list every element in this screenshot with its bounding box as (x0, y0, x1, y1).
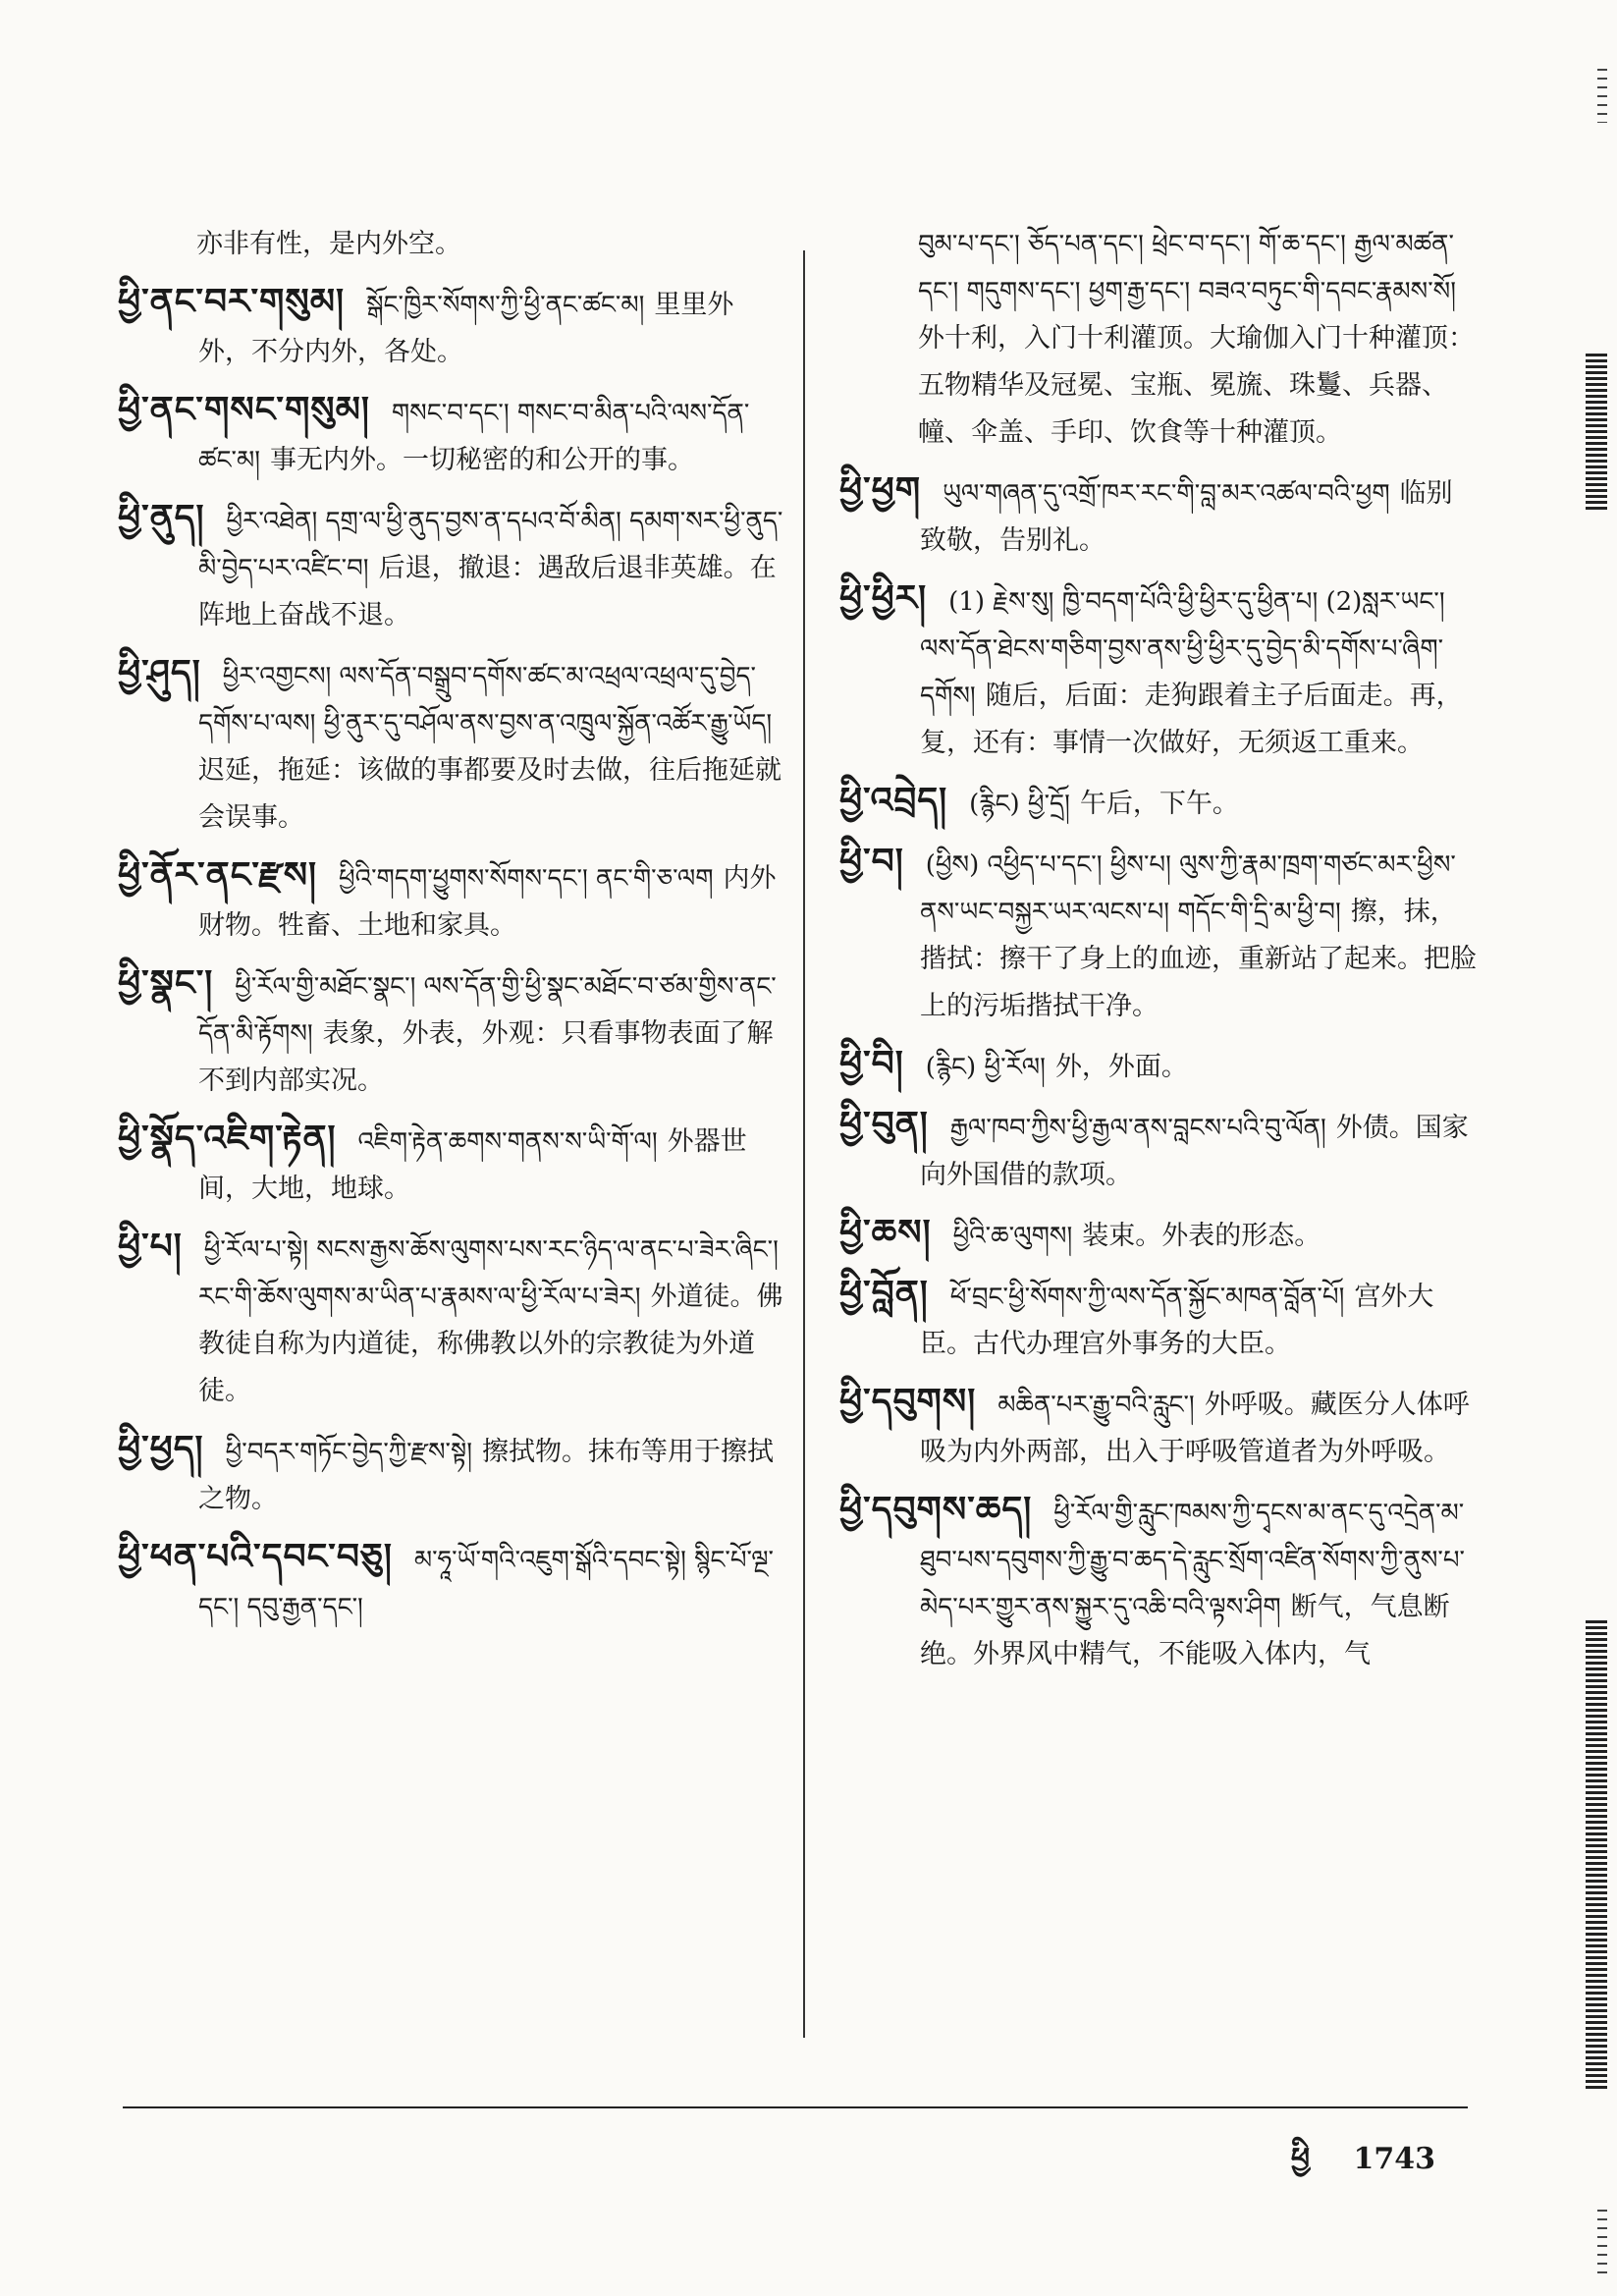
entry-chinese-definition: 外十利，入门十利灌顶。大瑜伽入门十种灌顶：五物精华及冠冕、宝瓶、冕旒、珠鬘、兵器、幢、伞盖、手印、饮食等十种灌顶。 (918, 323, 1475, 448)
page-number: 1743 (1353, 2142, 1435, 2176)
entry-headword: ཕྱི་བ། (839, 841, 904, 882)
entry-headword: ཕྱི་བློན། (839, 1273, 929, 1314)
entry-headword: ཕྱི་ནོར་ནང་རྫས། (118, 854, 318, 896)
entry-tibetan-definition: ཕྱི་བདར་གཏོང་བྱེད་ཀྱི་རྫས་སྟེ། (225, 1438, 473, 1467)
entry-headword: ཕྱི་ནུད། (118, 497, 205, 538)
entry-tibetan-definition: ཕྱིར་འགྱངས། ལས་དོན་བསྒྲུབ་དགོས་ཚང་མ་འཕྲལ་འཕྲལ་དུ་བྱེད་དགོས་པ་ལས། ཕྱི་ནུར་དུ་བཤོལ་ནས་བྱས་ན་འཁྲུལ་སྐྱོན་འཚོར་རྒྱུ་ཡོད། (198, 662, 773, 738)
dictionary-entry (839, 1209, 1478, 1260)
binding-edge (1586, 354, 1607, 511)
dictionary-entry (118, 278, 785, 376)
entry-tibetan-definition: ཕྱིར་འཐེན། དགྲ་ལ་ཕྱི་ནུད་བྱས་ན་དཔའ་བོ་མིན། དམག་སར་ཕྱི་ནུད་མི་བྱེད་པར་འཛིང་བ། (198, 507, 783, 583)
entry-headword: ཕྱི་འབྲེད། (839, 780, 948, 821)
entry-tibetan-definition: ཕོ་བྲང་ཕྱི་སོགས་ཀྱི་ལས་དོན་སྐྱོང་མཁན་བློན་པོ། (949, 1283, 1345, 1312)
binding-edge (1597, 69, 1607, 123)
column-divider (803, 250, 805, 2038)
entry-chinese-definition: 内外财物。牲畜、土地和家具。 (198, 863, 777, 941)
entry-chinese-definition: 表象，外表，外观：只看事物表面了解不到内部实况。 (198, 1018, 774, 1096)
entry-tibetan-definition: ཕྱི་རོལ་གྱི་རླུང་ཁམས་ཀྱི་དྭངས་མ་ནང་དུ་འདྲེན་མ་ཐུབ་པས་དབུགས་ཀྱི་རྒྱུ་བ་ཆད་དེ་རླུང་སྲོག་འཛིན་སོགས་ཀྱི་ནུས་པ་མེད་པར་གྱུར་ནས་སྐྱུར་དུ་འཆི་བའི་ལྟས་ཤིག (920, 1499, 1465, 1622)
entry-headword: ཕྱི་ཕན་པའི་དབང་བཅུ། (118, 1536, 393, 1577)
entry-headword: ཕྱི་སྣང་། (118, 962, 214, 1004)
entry-chinese-definition: 擦，抹，揩拭：擦干了身上的血迹，重新站了起来。把脸上的污垢揩拭干净。 (920, 897, 1477, 1021)
entry-chinese-definition: 外债。国家向外国借的款项。 (920, 1113, 1469, 1190)
entry-chinese-definition: 里里外外，不分内外，各处。 (198, 290, 734, 367)
dictionary-entry (839, 1101, 1478, 1199)
entry-tibetan-definition: རྒྱལ་ཁབ་ཀྱིས་ཕྱི་རྒྱལ་ནས་བླངས་པའི་བུ་ལོན། (949, 1114, 1326, 1143)
entry-headword: ཕྱི་ཤུད། (118, 652, 201, 693)
entry-headword: ཕྱི་ཆས། (839, 1212, 932, 1253)
entry-tibetan-definition: (རྙིང) ཕྱི་རོལ། (925, 1053, 1046, 1082)
entry-chinese-definition: 后退，撤退：遇敌后退非英雄。在阵地上奋战不退。 (198, 553, 777, 630)
entry-chinese-definition: 外器世间，大地，地球。 (198, 1126, 747, 1204)
entry-tibetan-definition: མཆིན་པར་རྒྱུ་བའི་རླུང་། (997, 1391, 1195, 1420)
dictionary-entry (118, 1533, 785, 1631)
entry-tibetan-definition: ཡུལ་གཞན་དུ་འགྲོ་ཁར་རང་གི་བླ་མར་འཚལ་བའི་ཕྱག (943, 479, 1390, 509)
page-footer (1258, 2126, 1435, 2209)
entry-headword: ཕྱི་ཕྱག (839, 469, 922, 511)
entry-tibetan-definition: བུམ་པ་དང་། ཅོད་པན་དང་། ཕྲེང་བ་དང་། གོ་ཆ་དང་། རྒྱལ་མཚན་དང་། གདུགས་དང་། ཕྱག་རྒྱ་དང་། བཟའ་བཏུང་གི་དབང་རྣམས་སོ། (918, 230, 1456, 306)
entry-headword: ཕྱི་ནང་བར་གསུམ། (118, 281, 345, 322)
entry-tibetan-definition: ཕྱི་རོལ་གྱི་མཐོང་སྣང་། ལས་དོན་གྱི་ཕྱི་སྣང་མཐོང་བ་ཙམ་གྱིས་ནང་དོན་མི་རྟོགས། (198, 972, 777, 1049)
entry-tibetan-definition: (རྙིང) ཕྱི་དྲོ། (969, 790, 1070, 819)
dictionary-entry (118, 959, 785, 1105)
bottom-rule (123, 2106, 1468, 2108)
entry-chinese-definition: 擦拭物。抹布等用于擦拭之物。 (198, 1437, 775, 1514)
entry-chinese-definition: 随后，后面：走狗跟着主子后面走。再，复，还有：事情一次做好，无须返工重来。 (920, 681, 1463, 758)
entry-tibetan-definition: སྒོང་ཁྱིར་སོགས་ཀྱི་ཕྱི་ནང་ཚང་མ། (365, 291, 645, 320)
dictionary-entry (839, 1378, 1478, 1476)
dictionary-entry (839, 777, 1478, 828)
entry-chinese-definition: 外道徒。佛教徒自称为内道徒，称佛教以外的宗教徒为外道徒。 (198, 1282, 783, 1406)
binding-edge (1586, 1620, 1607, 2092)
entry-tibetan-definition: འཇིག་རྟེན་ཆགས་གནས་ས་ཡི་གོ་ལ། (357, 1127, 658, 1157)
entry-headword: ཕྱི་ཕྱད། (118, 1428, 204, 1469)
entry-tibetan-definition: (1) རྗེས་སུ། ཁྱི་བདག་པོའི་ཕྱི་ཕྱིར་དུ་ཕྱིན་པ། (2)སླར་ཡང་། ལས་དོན་ཐེངས་གཅིག་བྱས་ནས་ཕྱི་ཕྱིར་དུ་བྱེད་མི་དགོས་པ་ཞིག་དགོས། (920, 587, 1445, 711)
dictionary-entry (118, 386, 785, 484)
dictionary-entry (839, 1270, 1478, 1368)
dictionary-entry (839, 1486, 1478, 1678)
dictionary-entry (118, 851, 785, 950)
entry-chinese-definition: 断气，气息断绝。外界风中精气，不能吸入体内，气 (920, 1592, 1450, 1669)
entry-chinese-definition: 临别致敬，告别礼。 (920, 478, 1453, 556)
entry-chinese-definition: 午后，下午。 (1079, 789, 1239, 819)
entry-tibetan-definition: གསང་བ་དང་། གསང་བ་མིན་པའི་ལས་དོན་ཚང་མ། (198, 399, 750, 475)
entry-headword: ཕྱི་ཕྱིར། (839, 577, 928, 619)
dictionary-entry (118, 494, 785, 639)
binding-edge (1597, 2210, 1607, 2278)
dictionary-entry (839, 221, 1478, 457)
right-column (839, 221, 1478, 1688)
dictionary-entry (839, 466, 1478, 565)
entry-chinese-definition: 迟延，拖延：该做的事都要及时去做，往后拖延就会误事。 (198, 755, 782, 833)
dictionary-entry (118, 1223, 785, 1415)
entry-chinese-definition: 装束。外表的形态。 (1082, 1221, 1321, 1251)
dictionary-entry (839, 1040, 1478, 1091)
entry-headword: ཕྱི་དབུགས། (839, 1381, 977, 1422)
entry-headword: ཕྱི་བུན། (839, 1104, 929, 1145)
entry-chinese-definition: 事无内外。一切秘密的和公开的事。 (270, 445, 694, 475)
dictionary-entry (839, 574, 1478, 767)
entry-chinese-definition: 宫外大臣。古代办理宫外事务的大臣。 (920, 1282, 1434, 1359)
dictionary-entry (118, 1115, 785, 1213)
entry-tibetan-definition: མ་ཧཱ་ཡོ་གའི་འཇུག་སྒོའི་དབང་སྟེ། སྙིང་པོ་ལྔ་དང་། དབུ་རྒྱན་དང་། (198, 1546, 774, 1622)
dictionary-entry (118, 1425, 785, 1523)
entry-tibetan-definition: ཕྱིའི་གདག་ཕྱུགས་སོགས་དང་། ནང་གི་ཅ་ལག (339, 864, 714, 894)
entry-headword: ཕྱི་ནང་གསང་གསུམ། (118, 389, 370, 430)
dictionary-entry (118, 649, 785, 842)
entry-chinese-definition: 外，外面。 (1054, 1052, 1188, 1082)
entry-headword: ཕྱི་དབུགས་ཆད། (839, 1489, 1033, 1530)
left-column (118, 221, 785, 1641)
dictionary-entry (118, 221, 785, 268)
entry-tibetan-definition: ཕྱིའི་ཆ་ལུགས། (952, 1222, 1073, 1251)
entry-chinese-definition: 外呼吸。藏医分人体呼吸为内外两部，出入于呼吸管道者为外呼吸。 (920, 1390, 1470, 1467)
entry-headword: ཕྱི་པ། (118, 1226, 183, 1267)
entry-tibetan-definition: ཕྱི་རོལ་པ་སྟེ། སངས་རྒྱས་ཆོས་ལུགས་པས་རང་ཉིད་ལ་ནང་པ་ཟེར་ཞིང་། རང་གི་ཆོས་ལུགས་མ་ཡིན་པ་རྣམས་ལ་ཕྱི་རོལ་པ་ཟེར། (198, 1235, 779, 1312)
dictionary-entry (839, 838, 1478, 1030)
entry-headword: ཕྱི་སྣོད་འཇིག་རྟེན། (118, 1118, 337, 1159)
entry-headword: ཕྱི་བི། (839, 1043, 904, 1084)
entry-chinese-definition: 亦非有性，是内外空。 (196, 229, 461, 259)
footer-letter: ཕྱི (1290, 2142, 1311, 2176)
entry-tibetan-definition: (ཕྱིས) འཕྱིད་པ་དང་། ཕྱིས་པ། ལུས་ཀྱི་རྣམ་ཁྲག་གཙང་མར་ཕྱིས་ནས་ཡང་བསྐྱར་ཡར་ལངས་པ། གདོང་གི་དྲི་མ་ཕྱི་བ། (920, 850, 1456, 927)
